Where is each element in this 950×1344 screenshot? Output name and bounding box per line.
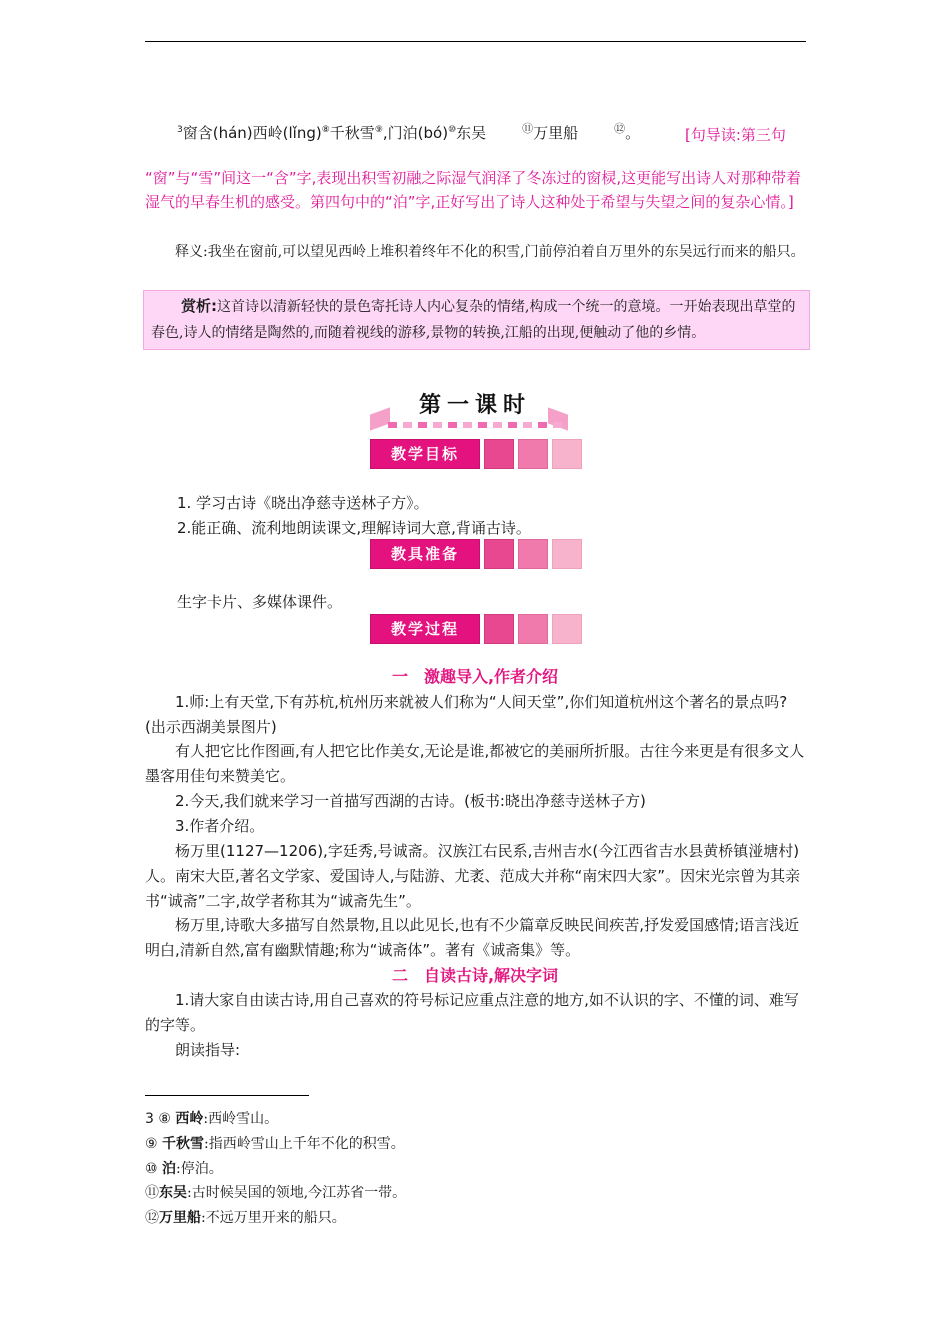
section2-paragraph: 1.请大家自由读古诗,用自己喜欢的符号标记应重点注意的地方,如不认识的字、不懂的词、难写的字等。 — [145, 991, 799, 1034]
badge-label: 教学过程 — [370, 614, 480, 644]
note-mark: ⑫ — [614, 122, 626, 135]
lesson-title — [0, 388, 950, 419]
badge-process — [370, 614, 582, 644]
title-dot-strip — [375, 422, 575, 430]
guide-lead: [句导读:第三句 — [685, 126, 786, 144]
footnote-item: ⑫万里船:不远万里开来的船只。 — [145, 1210, 346, 1226]
objective-item: 1. 学习古诗《晓出净慈寺送林子方》。 — [177, 494, 429, 512]
badge-label: 教学目标 — [370, 439, 480, 469]
poem-text: 窗含(hán)西岭(lǐng) — [182, 124, 322, 142]
poem-text: 万里船 — [533, 124, 579, 142]
note-mark: ⑨ — [374, 125, 383, 135]
appreciation-text: 这首诗以清新轻快的景色寄托诗人内心复杂的情绪,构成一个统一的意境。一开始表现出草堂的春色,诗人的情绪是陶然的,而随着视线的游移,景物的转换,江船的出现,便触动了他的乡情。 — [151, 299, 796, 341]
section1-paragraph: 1.师:上有天堂,下有苏杭,杭州历来就被人们称为“人间天堂”,你们知道杭州这个著名的景点吗?(出示西湖美景图片) — [145, 693, 788, 736]
footnote-item: ⑩ 泊:停泊。 — [145, 1161, 223, 1177]
note-mark: ⑪ — [522, 122, 534, 135]
section1-paragraph: 有人把它比作图画,有人把它比作美女,无论是谁,都被它的美丽所折服。古往今来更是有很多文人墨客用佳句来赞美它。 — [145, 742, 805, 785]
footnote-item: ⑨ 千秋雪:指西岭雪山上千年不化的积雪。 — [145, 1136, 405, 1152]
tools-text: 生字卡片、多媒体课件。 — [177, 593, 343, 611]
poem-text: 千秋雪 — [329, 124, 375, 142]
objective-item: 2.能正确、流利地朗读课文,理解诗词大意,背诵古诗。 — [177, 519, 531, 537]
note-mark: ⑧ — [321, 125, 330, 135]
footnote-item: 3 ⑧ 西岭:西岭雪山。 — [145, 1111, 279, 1127]
badge-label: 教具准备 — [370, 539, 480, 569]
appreciation-label: 赏析: — [181, 297, 217, 315]
header-rule — [145, 41, 806, 42]
guide-body: “窗”与“雪”间这一“含”字,表现出积雪初融之际湿气润泽了冬冻过的窗棂,这更能写出诗人对那种带着湿气的早春生机的感受。第四句中的“泊”字,正好写出了诗人这种处于希望与失望之间的复杂心情。] — [145, 169, 802, 211]
poem-line — [177, 122, 640, 143]
section-heading-2: 二 自读古诗,解决字词 — [391, 966, 559, 985]
badge-objectives — [370, 439, 582, 469]
poem-text: ,门泊(bó) — [382, 124, 449, 142]
footnote-rule — [145, 1095, 309, 1096]
poem-text: 。 — [625, 124, 641, 142]
section2-paragraph: 朗读指导: — [175, 1041, 241, 1059]
lesson-title-text: 第一课时 — [418, 393, 531, 418]
section-heading-1: 一 激趣导入,作者介绍 — [391, 667, 559, 686]
section1-paragraph: 2.今天,我们就来学习一首描写西湖的古诗。(板书:晓出净慈寺送林子方) — [175, 792, 646, 810]
note-mark: ⑩ — [448, 125, 457, 135]
poem-text: 东吴 — [456, 124, 487, 142]
section1-paragraph: 3.作者介绍。 — [175, 817, 265, 835]
section1-paragraph: 杨万里,诗歌大多描写自然景物,且以此见长,也有不少篇章反映民间疾苦,抒发爱国感情;语言浅近明白,清新自然,富有幽默情趣;称为“诚斋体”。著有《诚斋集》等。 — [145, 916, 800, 959]
footnote-ref: 3 — [177, 125, 183, 135]
section1-paragraph: 杨万里(1127—1206),字廷秀,号诚斋。汉族江右民系,吉州吉水(今江西省吉水县黄桥镇湴塘村)人。南宋大臣,著名文学家、爱国诗人,与陆游、尤袤、范成大并称“南宋四大家”。因宋光宗曾为其亲书“诚斋”二字,故学者称其为“诚斋先生”。 — [145, 842, 801, 910]
interpretation: 释义:我坐在窗前,可以望见西岭上堆积着终年不化的积雪,门前停泊着自万里外的东吴远行而来的船只。 — [175, 244, 805, 260]
badge-tools — [370, 539, 582, 569]
footnote-item: ⑪东吴:古时候吴国的领地,今江苏省一带。 — [145, 1185, 407, 1201]
appreciation-box — [143, 290, 810, 350]
